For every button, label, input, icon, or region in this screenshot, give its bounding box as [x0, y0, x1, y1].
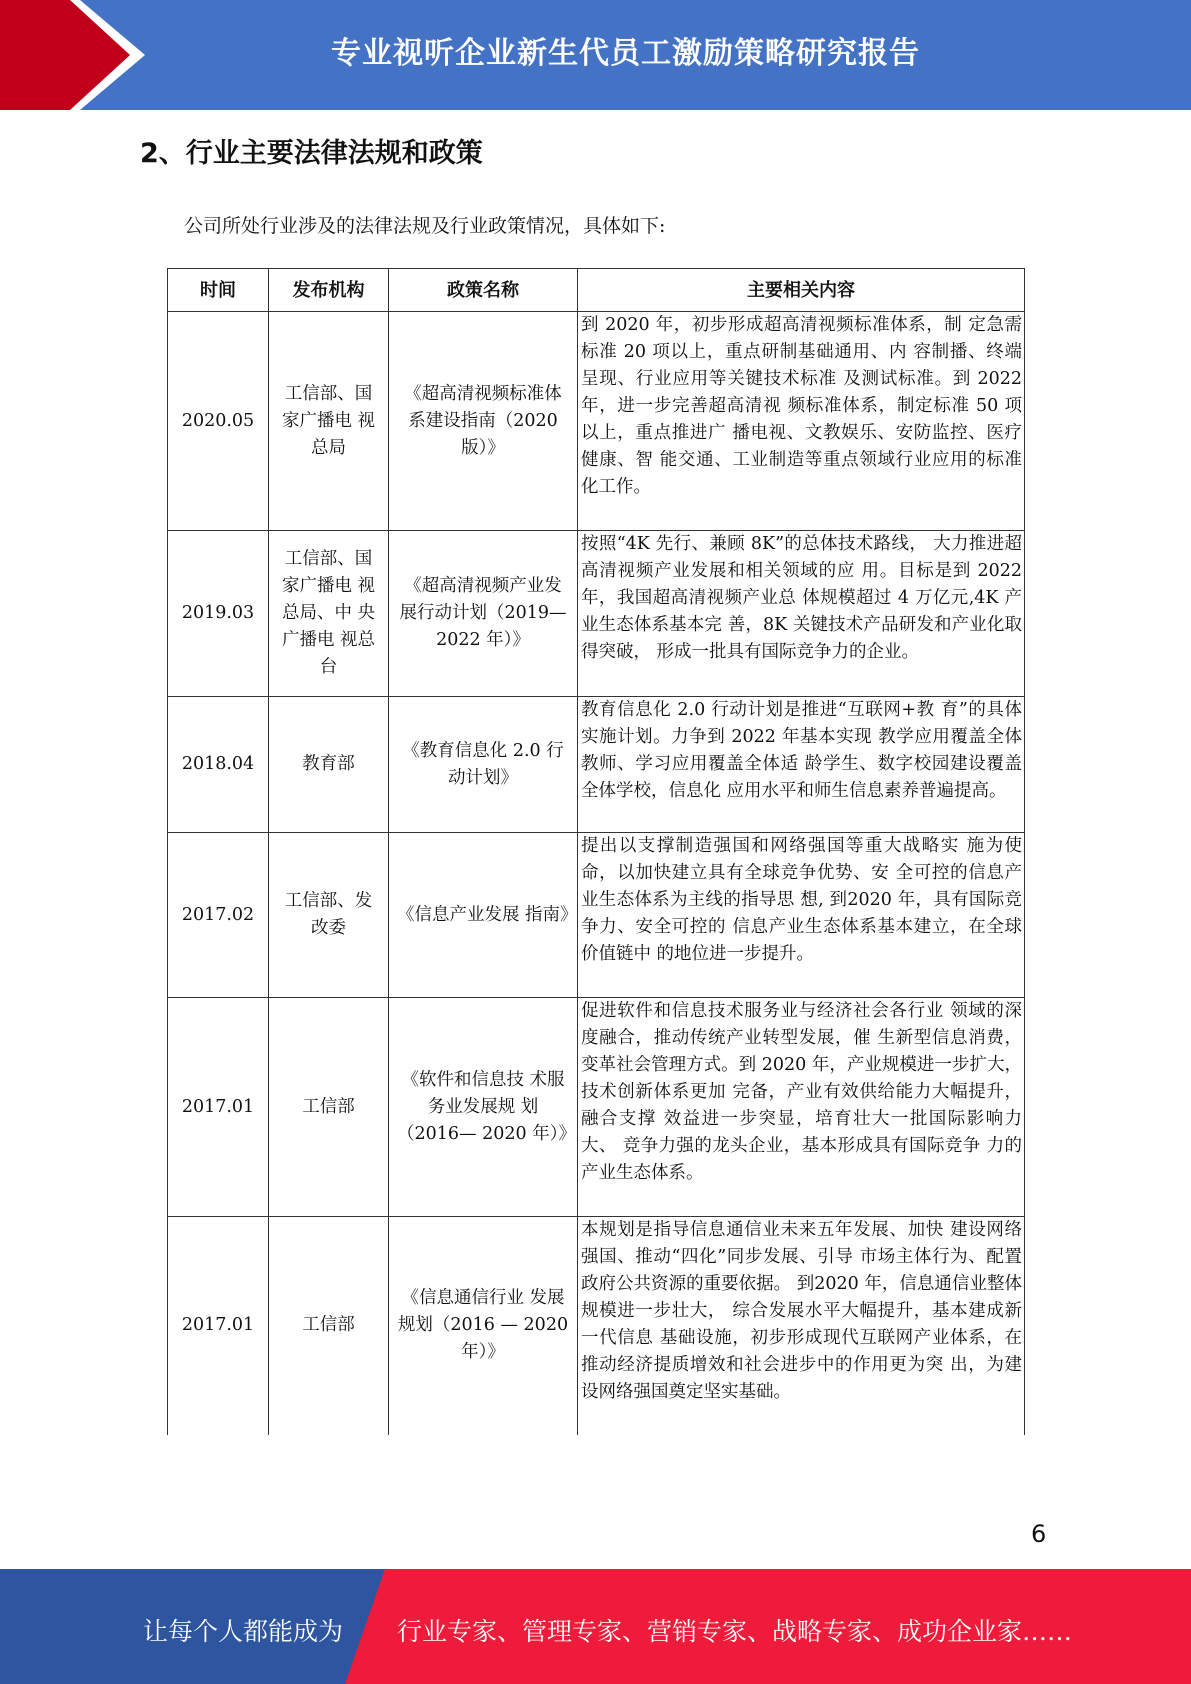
row-policy-name: 《信息产业发展 指南》 [389, 833, 578, 998]
column-header-org: 发布机构 [269, 269, 389, 312]
row-policy-name: 《软件和信息技 术服务业发展规 划（2016— 2020 年）》 [389, 998, 578, 1217]
footer-slogan-left: 让每个人都能成为 [143, 1617, 344, 1646]
row-date: 2017.02 [168, 833, 269, 998]
column-header-content: 主要相关内容 [578, 269, 1025, 312]
row-content: 提出以支撑制造强国和网络强国等重大战略实 施为使命，以加快建立具有全球竞争优势、安 全可控的信息产业生态体系为主线的指导思 想, 到2020 年，具有国际竞争力、安全可控的 信息产业生态体系基本建立，在全球价值链中 的地位进一步提升。 [578, 833, 1025, 998]
row-content: 教育信息化 2.0 行动计划是推进“互联网+教 育”的具体实施计划。力争到 2022 年基本实现 教学应用覆盖全体教师、学习应用覆盖全体适 龄学生、数字校园建设覆盖全体学校，信息化 应用水平和师生信息素养普遍提高。 [578, 697, 1025, 833]
row-date: 2017.01 [168, 1217, 269, 1435]
table-row [168, 998, 1025, 1217]
row-policy-name: 《信息通信行业 发展规划（2016 — 2020 年）》 [389, 1217, 578, 1435]
row-org: 工信部 [269, 998, 389, 1217]
footer-slogan-right: 行业专家、管理专家、营销专家、战略专家、成功企业家…… [397, 1617, 1073, 1646]
table-row [168, 1217, 1025, 1435]
row-content: 到 2020 年，初步形成超高清视频标准体系，制 定急需标准 20 项以上，重点研制基础通用、内 容制播、终端呈现、行业应用等关键技术标准 及测试标准。到 2022 年，进一步完善超高清视 频标准体系，制定标准 50 项以上，重点推进广 播电视、文教娱乐、安防监控、医疗健康、智 能交通、工业制造等重点领域行业应用的标准 化工作。 [578, 312, 1025, 531]
section-heading: 2、行业主要法律法规和政策 [140, 138, 483, 169]
row-policy-name: 《超高清视频产业发展行动计划（2019—2022 年）》 [389, 531, 578, 697]
report-title: 专业视听企业新生代员工激励策略研究报告 [331, 36, 920, 71]
row-date: 2017.01 [168, 998, 269, 1217]
table-header-row [168, 269, 1025, 312]
row-org: 工信部、国家广播电 视总局、中 央广播电 视总台 [269, 531, 389, 697]
row-content: 按照“4K 先行、兼顾 8K”的总体技术路线， 大力推进超高清视频产业发展和相关领域的应 用。目标是到 2022 年，我国超高清视频产业总 体规模超过 4 万亿元,4K 产业生态体系基本完 善，8K 关键技术产品研发和产业化取得突破， 形成一批具有国际竞争力的企业。 [578, 531, 1025, 697]
table-row [168, 531, 1025, 697]
row-policy-name: 《教育信息化 2.0 行动计划》 [389, 697, 578, 833]
row-content: 本规划是指导信息通信业未来五年发展、加快 建设网络强国、推动“四化”同步发展、引导 市场主体行为、配置政府公共资源的重要依据。 到2020 年，信息通信业整体规模进一步壮大， 综合发展水平大幅提升，基本建成新一代信息 基础设施，初步形成现代互联网产业体系，在 推动经济提质增效和社会进步中的作用更为突 出，为建设网络强国奠定坚实基础。 [578, 1217, 1025, 1435]
row-date: 2020.05 [168, 312, 269, 531]
table-row [168, 697, 1025, 833]
row-policy-name: 《超高清视频标准体系建设指南（2020 版）》 [389, 312, 578, 531]
row-content: 促进软件和信息技术服务业与经济社会各行业 领域的深度融合，推动传统产业转型发展，催 生新型信息消费，变革社会管理方式。到 2020 年，产业规模进一步扩大，技术创新体系更加 完备，产业有效供给能力大幅提升，融合支撑 效益进一步突显，培育壮大一批国际影响力大、 竞争力强的龙头企业，基本形成具有国际竞争 力的产业生态体系。 [578, 998, 1025, 1217]
row-date: 2018.04 [168, 697, 269, 833]
row-org: 教育部 [269, 697, 389, 833]
row-org: 工信部 [269, 1217, 389, 1435]
column-header-date: 时间 [168, 269, 269, 312]
page-number: 6 [1031, 1520, 1047, 1548]
column-header-name: 政策名称 [389, 269, 578, 312]
policy-table [167, 268, 1025, 1435]
table-row [168, 312, 1025, 531]
row-org: 工信部、发改委 [269, 833, 389, 998]
table-row [168, 833, 1025, 998]
header-band [0, 0, 1191, 110]
row-org: 工信部、国家广播电 视总局 [269, 312, 389, 531]
row-date: 2019.03 [168, 531, 269, 697]
intro-paragraph: 公司所处行业涉及的法律法规及行业政策情况，具体如下: [184, 215, 666, 237]
